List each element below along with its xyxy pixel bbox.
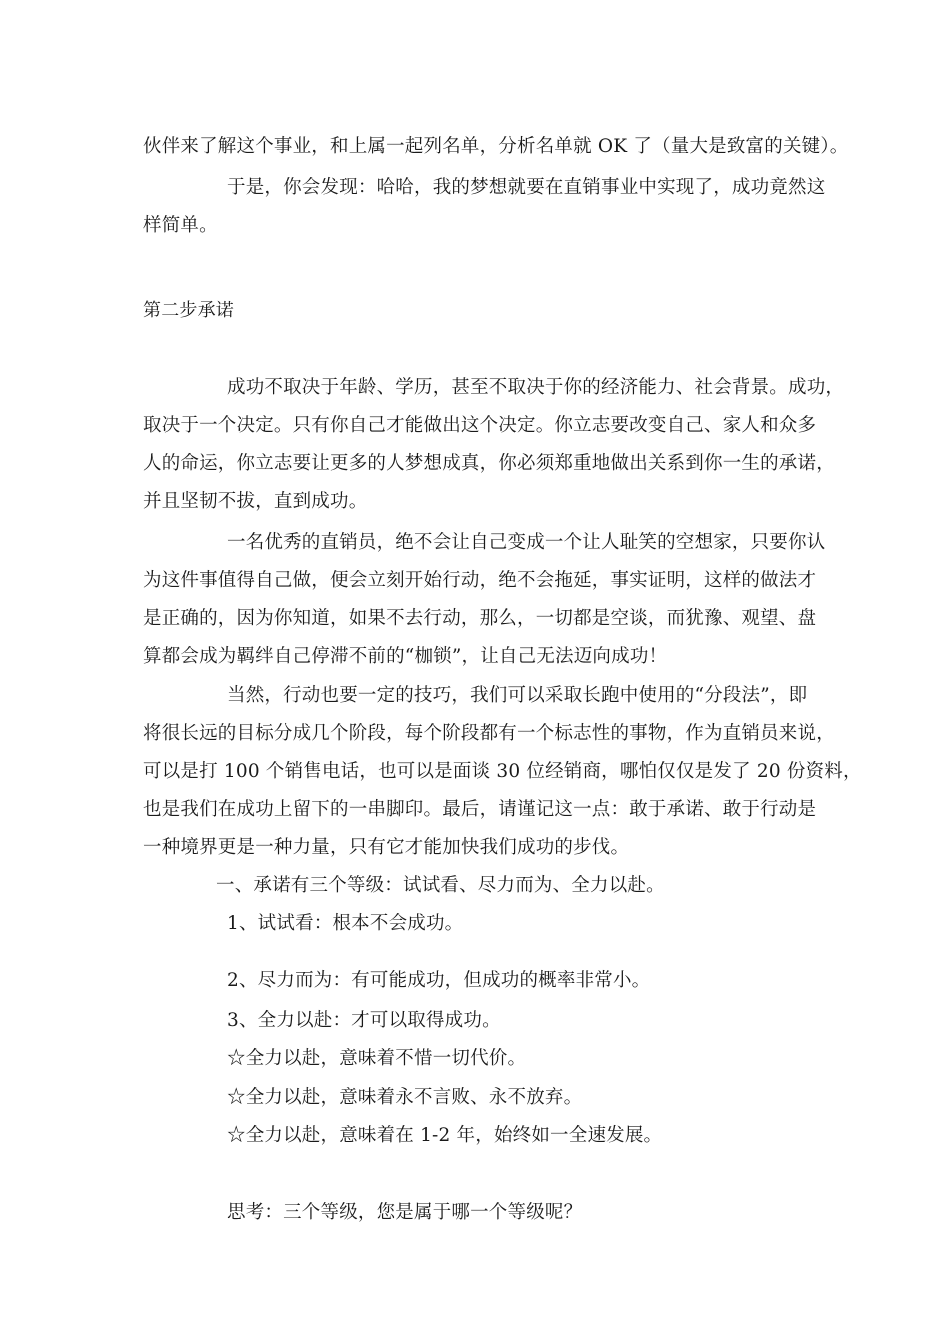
star-item-2: ☆全力以赴，意味着永不言败、永不放弃。: [227, 1087, 583, 1108]
level-item-3: 3、全力以赴：才可以取得成功。: [227, 1010, 501, 1031]
para3-line-4: 也是我们在成功上留下的一串脚印。最后，请谨记这一点：敢于承诺、敢于行动是: [143, 799, 817, 820]
para3-line-3: 可以是打 100 个销售电话，也可以是面谈 30 位经销商，哪怕仅仅是发了 20 份资料，: [143, 761, 862, 782]
para3-line-1: 当然，行动也要一定的技巧，我们可以采取长跑中使用的“分段法”，即: [227, 685, 808, 706]
para3-line-2: 将很长远的目标分成几个阶段，每个阶段都有一个标志性的事物，作为直销员来说，: [143, 723, 835, 744]
para1-line-3: 人的命运，你立志要让更多的人梦想成真，你必须郑重地做出关系到你一生的承诺，: [143, 453, 835, 474]
intro-line-3: 样简单。: [143, 215, 218, 236]
intro-line-1: 伙伴来了解这个事业，和上属一起列名单，分析名单就 OK 了（量大是致富的关键）。: [143, 136, 849, 157]
level-item-1: 1、试试看：根本不会成功。: [227, 913, 464, 934]
star-item-1: ☆全力以赴，意味着不惜一切代价。: [227, 1048, 527, 1069]
star-item-3: ☆全力以赴，意味着在 1-2 年，始终如一全速发展。: [227, 1125, 663, 1146]
question-line: 思考：三个等级，您是属于哪一个等级呢？: [227, 1202, 583, 1223]
section-title: 第二步承诺: [143, 300, 234, 321]
para3-line-5: 一种境界更是一种力量，只有它才能加快我们成功的步伐。: [143, 837, 630, 858]
para1-line-2: 取决于一个决定。只有你自己才能做出这个决定。你立志要改变自己、家人和众多: [143, 415, 817, 436]
para1-line-1: 成功不取决于年龄、学历，甚至不取决于你的经济能力、社会背景。成功，: [227, 377, 845, 398]
level-item-2: 2、尽力而为：有可能成功，但成功的概率非常小。: [227, 970, 651, 991]
para2-line-1: 一名优秀的直销员，绝不会让自己变成一个让人耻笑的空想家，只要你认: [227, 532, 826, 553]
intro-line-2: 于是，你会发现：哈哈，我的梦想就要在直销事业中实现了，成功竟然这: [227, 177, 826, 198]
levels-heading: 一、承诺有三个等级：试试看、尽力而为、全力以赴。: [216, 875, 665, 896]
para2-line-4: 算都会成为羁绊自己停滞不前的“枷锁”，让自己无法迈向成功！: [143, 646, 668, 667]
para2-line-2: 为这件事值得自己做，便会立刻开始行动，绝不会拖延，事实证明，这样的做法才: [143, 570, 817, 591]
para2-line-3: 是正确的，因为你知道，如果不去行动，那么，一切都是空谈，而犹豫、观望、盘: [143, 608, 817, 629]
para1-line-4: 并且坚韧不拔，直到成功。: [143, 491, 368, 512]
